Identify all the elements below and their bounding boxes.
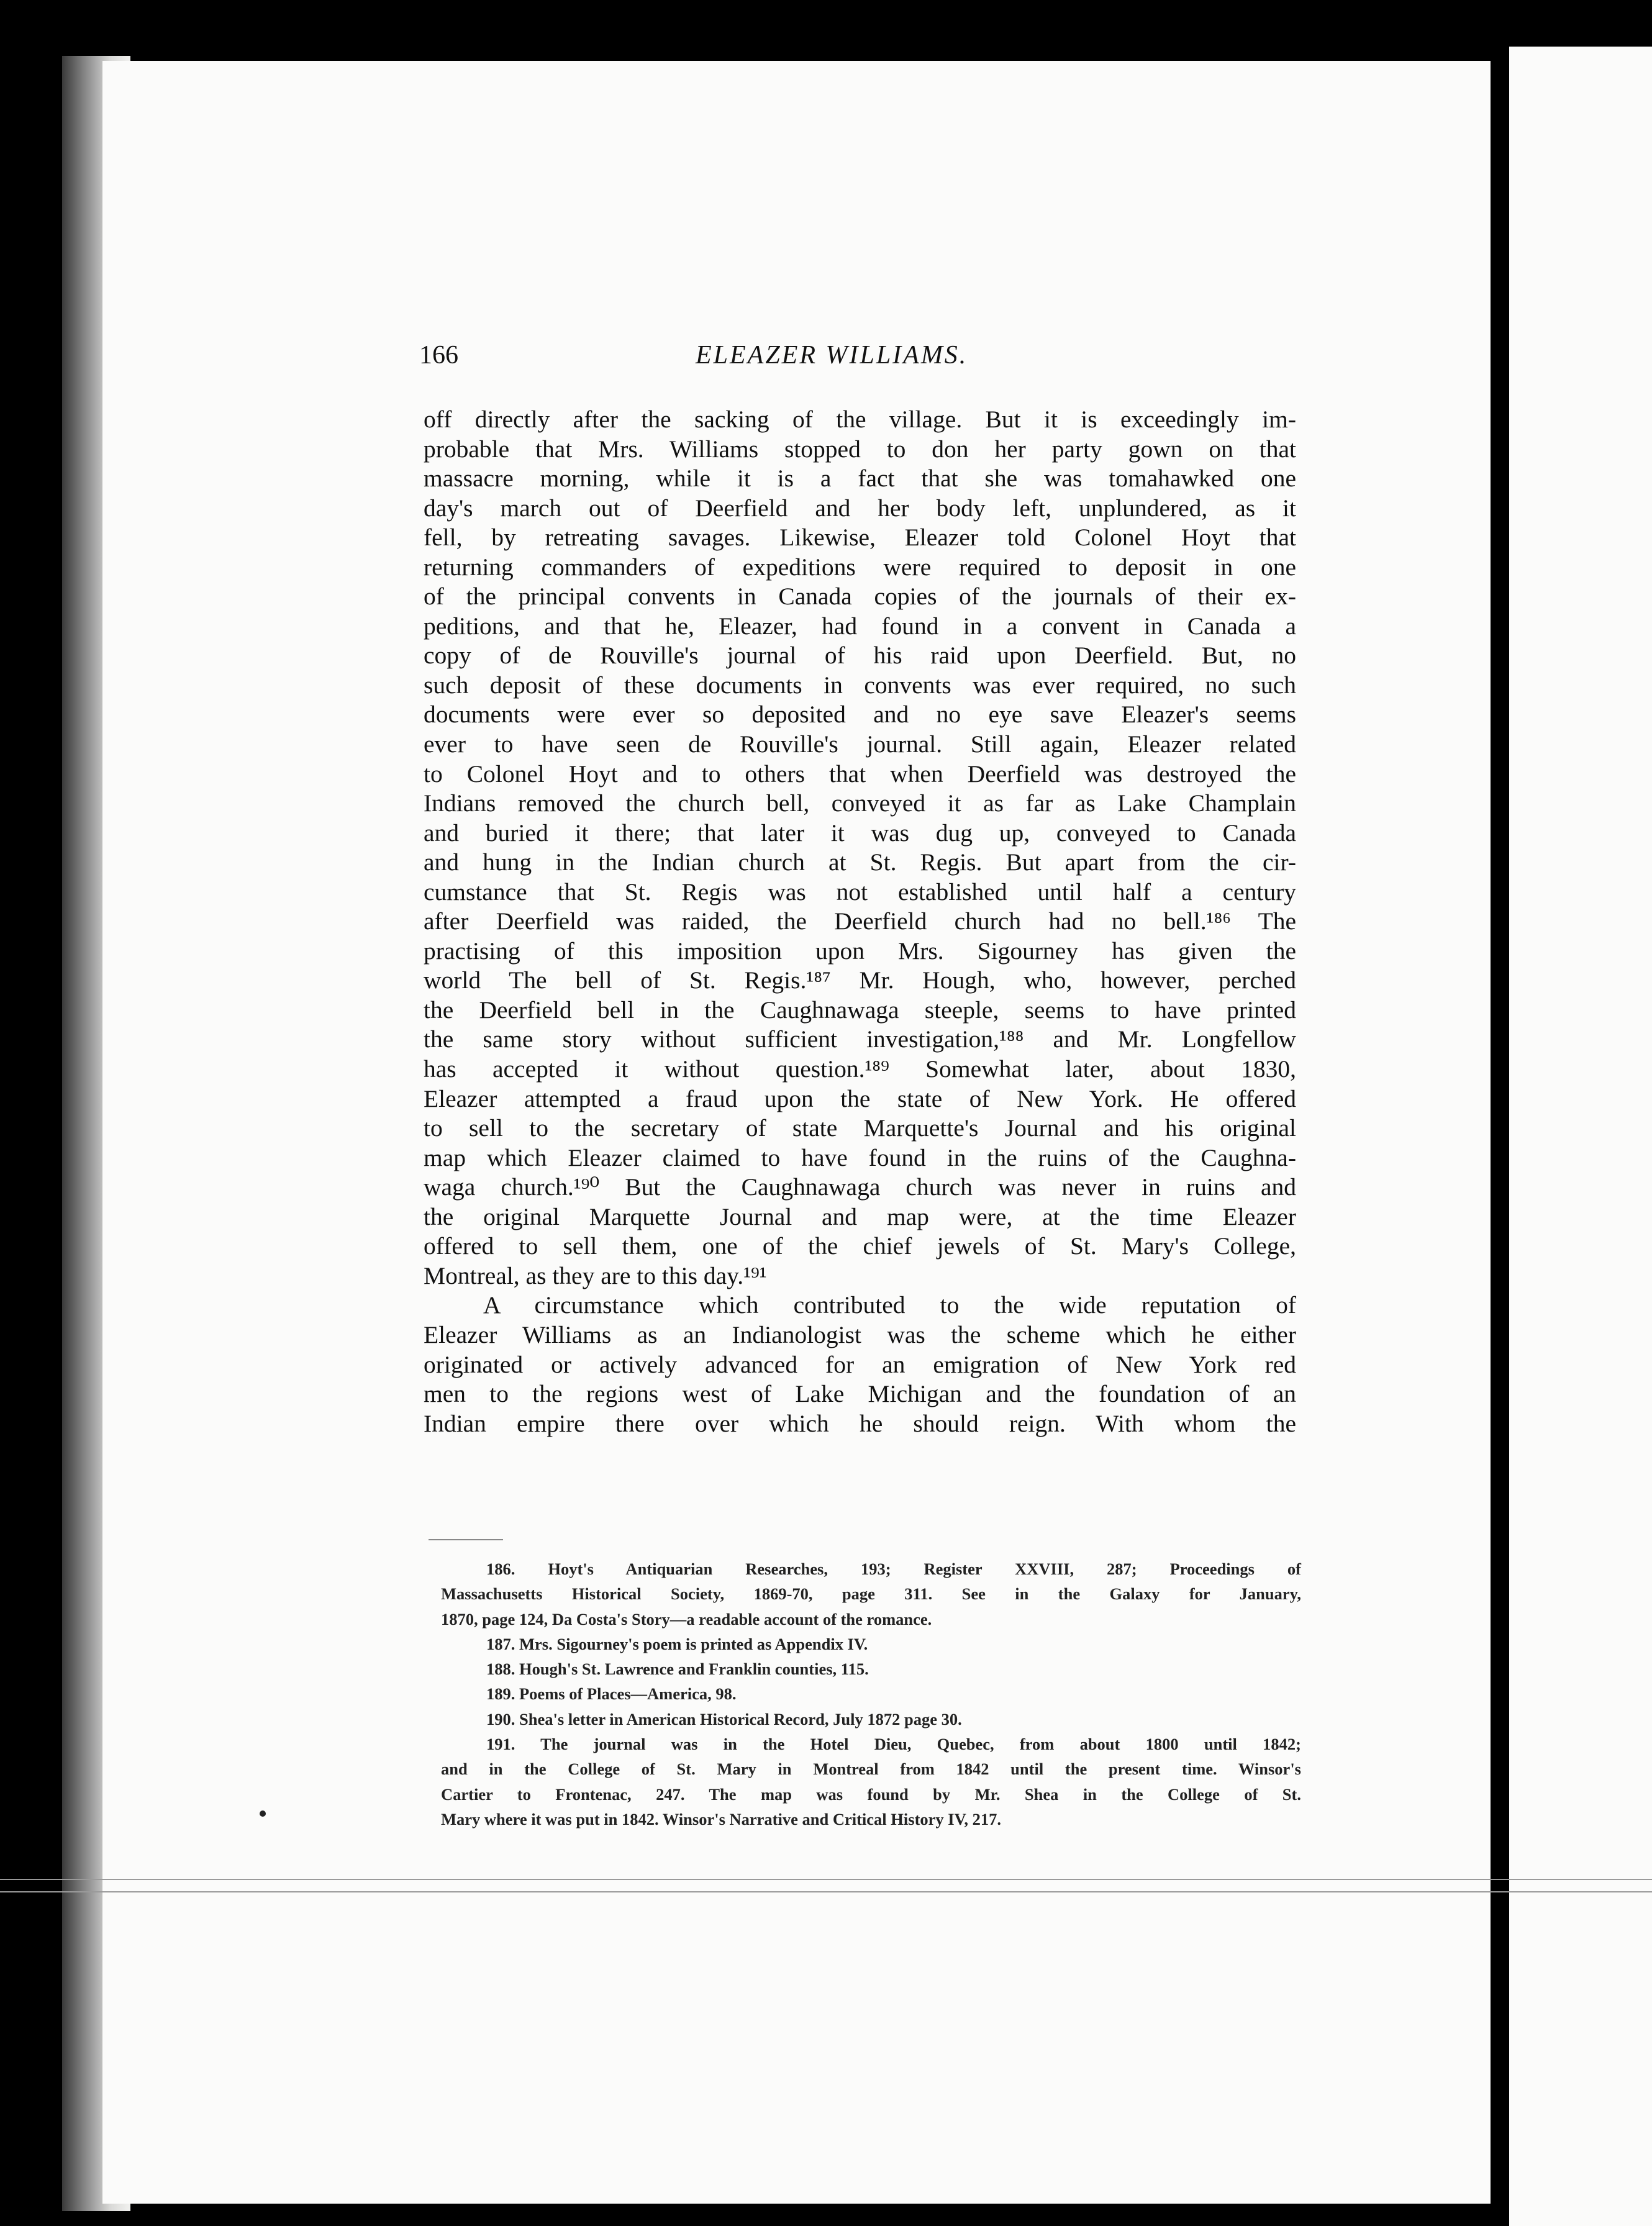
body-line: documents were ever so deposited and no eye save Eleazer's seems	[424, 701, 1296, 729]
body-line: map which Eleazer claimed to have found in the ruins of the Caughna-	[424, 1143, 1296, 1171]
footnote-line: 187. Mrs. Sigourney's poem is printed as Appendix IV.	[486, 1634, 868, 1653]
body-line: the same story without sufficient investigation,¹⁸⁸ and Mr. Longfellow	[424, 1025, 1296, 1053]
body-line: Indian empire there over which he should reign. With whom the	[424, 1409, 1296, 1437]
body-line: and buried it there; that later it was dug up, conveyed to Canada	[424, 819, 1296, 847]
page-header	[419, 340, 1295, 378]
footnote-line: 188. Hough's St. Lawrence and Franklin counties, 115.	[486, 1660, 869, 1679]
body-line: Eleazer attempted a fraud upon the state of New York. He offered	[424, 1084, 1296, 1112]
body-line: world The bell of St. Regis.¹⁸⁷ Mr. Hough, who, however, perched	[424, 966, 1296, 994]
footnote-line: Cartier to Frontenac, 247. The map was found by Mr. Shea in the College of St.	[441, 1784, 1301, 1804]
body-line: Eleazer Williams as an Indianologist was the scheme which he either	[424, 1320, 1296, 1348]
scan-artifact-line	[0, 1891, 1652, 1892]
body-line: has accepted it without question.¹⁸⁹ Somewhat later, about 1830,	[424, 1055, 1296, 1083]
facing-page-edge	[1509, 47, 1652, 2226]
body-line: massacre morning, while it is a fact that she was tomahawked one	[424, 465, 1296, 493]
scan-speck	[260, 1810, 266, 1817]
footnote-line: 189. Poems of Places—America, 98.	[486, 1684, 737, 1704]
body-line: offered to sell them, one of the chief jewels of St. Mary's College,	[424, 1232, 1296, 1260]
scan-artifact-line	[0, 1879, 1652, 1880]
footnote-line: and in the College of St. Mary in Montreal from 1842 until the present time. Winsor's	[441, 1760, 1301, 1779]
body-line: waga church.¹⁹⁰ But the Caughnawaga church was never in ruins and	[424, 1173, 1296, 1201]
body-line: probable that Mrs. Williams stopped to don her party gown on that	[424, 435, 1296, 463]
footnotes	[441, 1556, 1301, 1832]
body-line: peditions, and that he, Eleazer, had found in a convent in Canada a	[424, 612, 1296, 640]
body-line: A circumstance which contributed to the wide reputation of	[483, 1291, 1296, 1319]
body-line: returning commanders of expeditions were required to deposit in one	[424, 553, 1296, 581]
body-line: and hung in the Indian church at St. Regis. But apart from the cir-	[424, 848, 1296, 876]
body-line: off directly after the sacking of the village. But it is exceedingly im-	[424, 406, 1296, 433]
footnote-line: Mary where it was put in 1842. Winsor's Narrative and Critical History IV, 217.	[441, 1809, 1001, 1828]
footnote-line: 191. The journal was in the Hotel Dieu, Quebec, from about 1800 until 1842;	[486, 1735, 1301, 1754]
body-line: day's march out of Deerfield and her body left, unplundered, as it	[424, 494, 1296, 522]
body-line: fell, by retreating savages. Likewise, Eleazer told Colonel Hoyt that	[424, 524, 1296, 552]
footnote-line: 190. Shea's letter in American Historical Record, July 1872 page 30.	[486, 1709, 962, 1729]
body-line: men to the regions west of Lake Michigan and the foundation of an	[424, 1380, 1296, 1408]
body-line: Montreal, as they are to this day.¹⁹¹	[424, 1261, 767, 1289]
footnote-line: 1870, page 124, Da Costa's Story—a readable account of the romance.	[441, 1609, 932, 1629]
page-number: 166	[419, 341, 458, 370]
body-line: cumstance that St. Regis was not established until half a century	[424, 878, 1296, 906]
body-text	[424, 405, 1296, 1438]
body-line: copy of de Rouville's journal of his raid upon Deerfield. But, no	[424, 642, 1296, 670]
body-line: practising of this imposition upon Mrs. Sigourney has given the	[424, 937, 1296, 965]
footnote-line: 186. Hoyt's Antiquarian Researches, 193; Register XXVIII, 287; Proceedings of	[486, 1560, 1301, 1578]
footnote-rule	[429, 1539, 503, 1540]
body-line: Indians removed the church bell, conveyed it as far as Lake Champlain	[424, 789, 1296, 817]
running-head: ELEAZER WILLIAMS.	[696, 341, 968, 370]
body-line: originated or actively advanced for an emigration of New York red	[424, 1350, 1296, 1378]
body-line: such deposit of these documents in convents was ever required, no such	[424, 671, 1296, 699]
body-line: the Deerfield bell in the Caughnawaga steeple, seems to have printed	[424, 996, 1296, 1024]
footnote-line: Massachusetts Historical Society, 1869-70, page 311. See in the Galaxy for January,	[441, 1584, 1301, 1604]
body-line: after Deerfield was raided, the Deerfield church had no bell.¹⁸⁶ The	[424, 907, 1296, 935]
body-line: the original Marquette Journal and map were, at the time Eleazer	[424, 1202, 1296, 1230]
body-line: ever to have seen de Rouville's journal. Still again, Eleazer related	[424, 730, 1296, 758]
body-line: to sell to the secretary of state Marquette's Journal and his original	[424, 1114, 1296, 1142]
body-line: of the principal convents in Canada copies of the journals of their ex-	[424, 583, 1296, 611]
body-line: to Colonel Hoyt and to others that when Deerfield was destroyed the	[424, 760, 1296, 788]
